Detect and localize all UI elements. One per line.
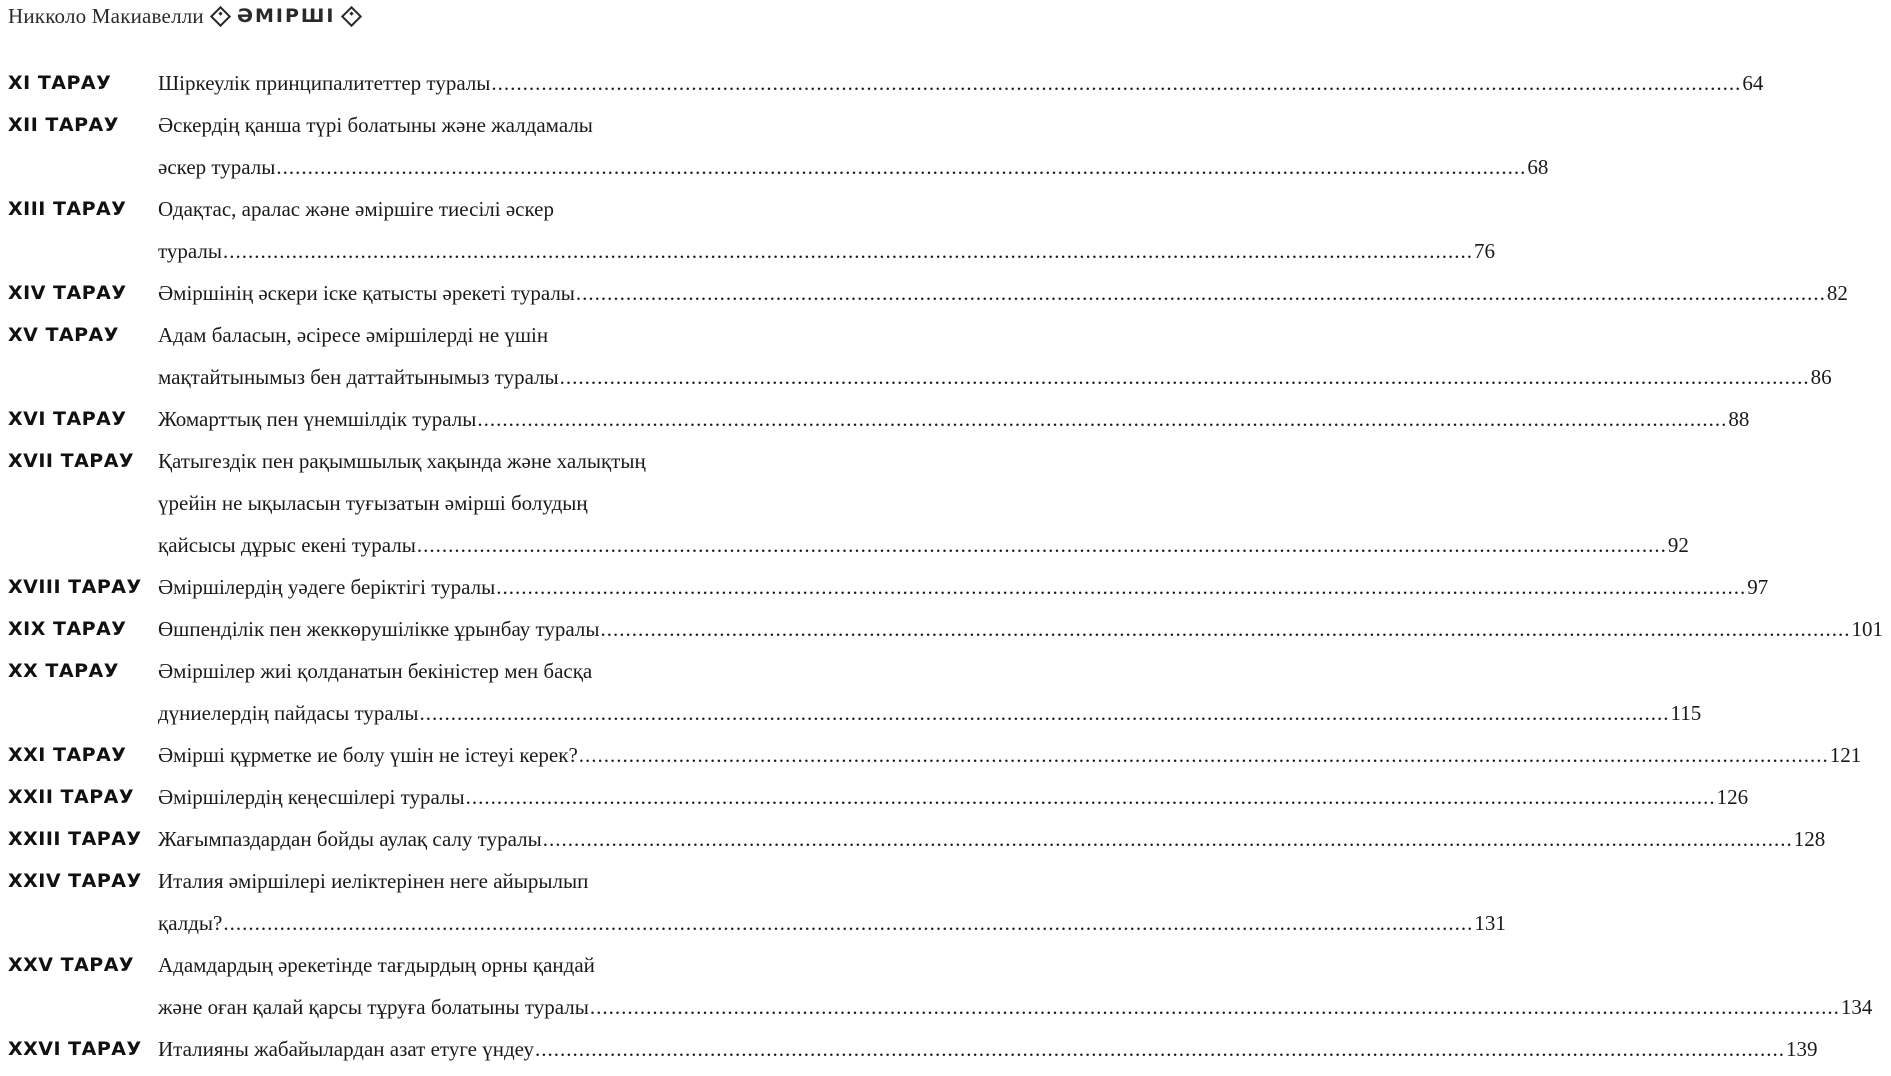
chapter-label: XVIII ТАРАУ — [8, 576, 142, 598]
table-of-contents — [0, 68, 1883, 1076]
toc-entry — [0, 782, 1749, 824]
title-text: Италия әміршілері иеліктерінен неге айырылып — [158, 869, 589, 893]
chapter-label: XII ТАРАУ — [8, 114, 119, 136]
toc-entry — [0, 824, 1826, 866]
title-text: Адамдардың әрекетінде тағдырдың орны қандай — [158, 953, 595, 977]
title-text: Қатыгездік пен рақымшылық хақында және халықтың — [158, 449, 646, 473]
toc-entry — [0, 656, 1702, 740]
page-number: 128 — [1793, 827, 1826, 851]
title-text: Әміршінің әскери іске қатысты әрекеті туралы — [158, 281, 575, 305]
chapter-title — [158, 614, 1891, 656]
page-number: 88 — [1728, 407, 1750, 431]
title-line — [158, 320, 1832, 362]
title-text: Әскердің қанша түрі болатыны және жалдамалы — [158, 113, 593, 137]
title-text: Әміршілердің уәдеге беріктігі туралы — [158, 575, 496, 599]
title-line — [158, 278, 1848, 320]
dot-leader — [223, 908, 1473, 938]
title-text: Италияны жабайылардан азат етуге үндеу — [158, 1037, 534, 1061]
title-line — [158, 614, 1883, 656]
title-line — [158, 236, 1495, 278]
title-line — [158, 404, 1749, 446]
page-number: 126 — [1716, 785, 1749, 809]
chapter-label: XVII ТАРАУ — [8, 450, 135, 472]
chapter-label: XI ТАРАУ — [8, 72, 112, 94]
diamond-ornament-icon — [210, 5, 231, 26]
title-text: дүниелердің пайдасы туралы — [158, 701, 419, 725]
page-number: 139 — [1785, 1037, 1818, 1061]
dot-leader — [600, 614, 1850, 644]
chapter-title — [158, 320, 1840, 404]
title-line — [158, 68, 1763, 110]
dot-leader — [223, 236, 1473, 266]
toc-entry — [0, 194, 1495, 278]
toc-entry — [0, 740, 1862, 782]
title-line — [158, 530, 1689, 572]
toc-entry — [0, 110, 1549, 194]
toc-entry — [0, 278, 1848, 320]
dot-leader — [535, 1034, 1785, 1064]
title-text: қайсысы дұрыс екені туралы — [158, 533, 416, 557]
title-text: Өшпенділік пен жеккөрушілікке ұрынбау туралы — [158, 617, 600, 641]
page-number: 131 — [1474, 911, 1506, 935]
title-line — [158, 866, 1506, 908]
toc-entry — [0, 404, 1750, 446]
title-line — [158, 152, 1548, 194]
title-line — [158, 740, 1861, 782]
chapter-title — [158, 446, 1697, 572]
chapter-label: XXI ТАРАУ — [8, 744, 127, 766]
title-line — [158, 572, 1768, 614]
dot-leader — [276, 152, 1526, 182]
title-line — [158, 950, 1872, 992]
title-text: және оған қалай қарсы тұруға болатыны туралы — [158, 995, 589, 1019]
chapter-title — [158, 1034, 1825, 1076]
dot-leader — [579, 740, 1829, 770]
title-text: Адам баласын, әсіресе әміршілерді не үшін — [158, 323, 549, 347]
chapter-title — [158, 824, 1833, 866]
title-text: әскер туралы — [158, 155, 276, 179]
chapter-label: XXII ТАРАУ — [8, 786, 134, 808]
chapter-title — [158, 950, 1880, 1034]
dot-leader — [560, 362, 1810, 392]
dot-leader — [417, 530, 1667, 560]
title-line — [158, 824, 1825, 866]
dot-leader — [576, 278, 1826, 308]
page-number: 115 — [1670, 701, 1702, 725]
chapter-title — [158, 740, 1869, 782]
toc-entry — [0, 446, 1689, 572]
chapter-label: XXIV ТАРАУ — [8, 870, 142, 892]
chapter-label: XIV ТАРАУ — [8, 282, 127, 304]
dot-leader — [496, 572, 1746, 602]
page-number: 134 — [1840, 995, 1873, 1019]
toc-entry — [0, 572, 1769, 614]
author-name: Никколо Макиавелли — [8, 3, 204, 28]
chapter-label: XV ТАРАУ — [8, 324, 119, 346]
chapter-title — [158, 194, 1503, 278]
page-number: 92 — [1667, 533, 1689, 557]
title-line — [158, 698, 1701, 740]
chapter-label: XIX ТАРАУ — [8, 618, 127, 640]
chapter-title — [158, 278, 1856, 320]
toc-entry — [0, 614, 1883, 656]
chapter-label: XX ТАРАУ — [8, 660, 119, 682]
page-number: 82 — [1826, 281, 1848, 305]
title-line — [158, 992, 1872, 1034]
dot-leader — [420, 698, 1670, 728]
toc-entry — [0, 68, 1764, 110]
title-text: Шіркеулік принципалитеттер туралы — [158, 71, 491, 95]
page-number: 68 — [1527, 155, 1549, 179]
diamond-ornament-icon — [341, 5, 362, 26]
title-line — [158, 488, 1689, 530]
toc-entry — [0, 950, 1873, 1034]
chapter-label: XXVI ТАРАУ — [8, 1038, 142, 1060]
title-text: Әмірші құрметке ие болу үшін не істеуі керек? — [158, 743, 578, 767]
chapter-title — [158, 68, 1771, 110]
page-number: 121 — [1829, 743, 1862, 767]
dot-leader — [590, 992, 1840, 1022]
title-line — [158, 446, 1689, 488]
chapter-label: XIII ТАРАУ — [8, 198, 127, 220]
title-text: мақтайтынымыз бен даттайтынымыз туралы — [158, 365, 559, 389]
title-text: Одақтас, аралас және әміршіге тиесілі әскер — [158, 197, 554, 221]
title-line — [158, 362, 1832, 404]
dot-leader — [491, 68, 1741, 98]
toc-entry — [0, 320, 1832, 404]
chapter-title — [158, 656, 1709, 740]
chapter-title — [158, 866, 1514, 950]
page-number: 101 — [1851, 617, 1883, 641]
page-number: 64 — [1742, 71, 1764, 95]
dot-leader — [543, 824, 1793, 854]
title-text: Әміршілердің кеңесшілері туралы — [158, 785, 465, 809]
title-text: Әміршілер жиі қолданатын бекіністер мен басқа — [158, 659, 593, 683]
page-number: 76 — [1474, 239, 1495, 263]
title-line — [158, 782, 1748, 824]
dot-leader — [466, 782, 1716, 812]
chapter-title — [158, 110, 1556, 194]
title-line — [158, 110, 1548, 152]
page-number: 97 — [1747, 575, 1769, 599]
book-title: ӘМІРШІ — [236, 5, 336, 27]
title-text: Жомарттық пен үнемшілдік туралы — [158, 407, 477, 431]
title-text: үрейін не ықыласын туғызатын әмірші болудың — [158, 491, 588, 515]
toc-entry — [0, 1034, 1818, 1076]
title-text: Жағымпаздардан бойды аулақ салу туралы — [158, 827, 542, 851]
chapter-label: XXIII ТАРАУ — [8, 828, 142, 850]
toc-entry — [0, 866, 1506, 950]
title-line — [158, 194, 1495, 236]
dot-leader — [477, 404, 1727, 434]
title-text: туралы — [158, 239, 222, 263]
chapter-title — [158, 404, 1757, 446]
chapter-label: XXV ТАРАУ — [8, 954, 135, 976]
running-header — [8, 0, 359, 32]
title-line — [158, 1034, 1817, 1076]
page-number: 86 — [1810, 365, 1832, 389]
chapter-title — [158, 572, 1776, 614]
chapter-title — [158, 782, 1756, 824]
title-line — [158, 908, 1506, 950]
chapter-label: XVI ТАРАУ — [8, 408, 127, 430]
title-text: қалды? — [158, 911, 223, 935]
title-line — [158, 656, 1701, 698]
